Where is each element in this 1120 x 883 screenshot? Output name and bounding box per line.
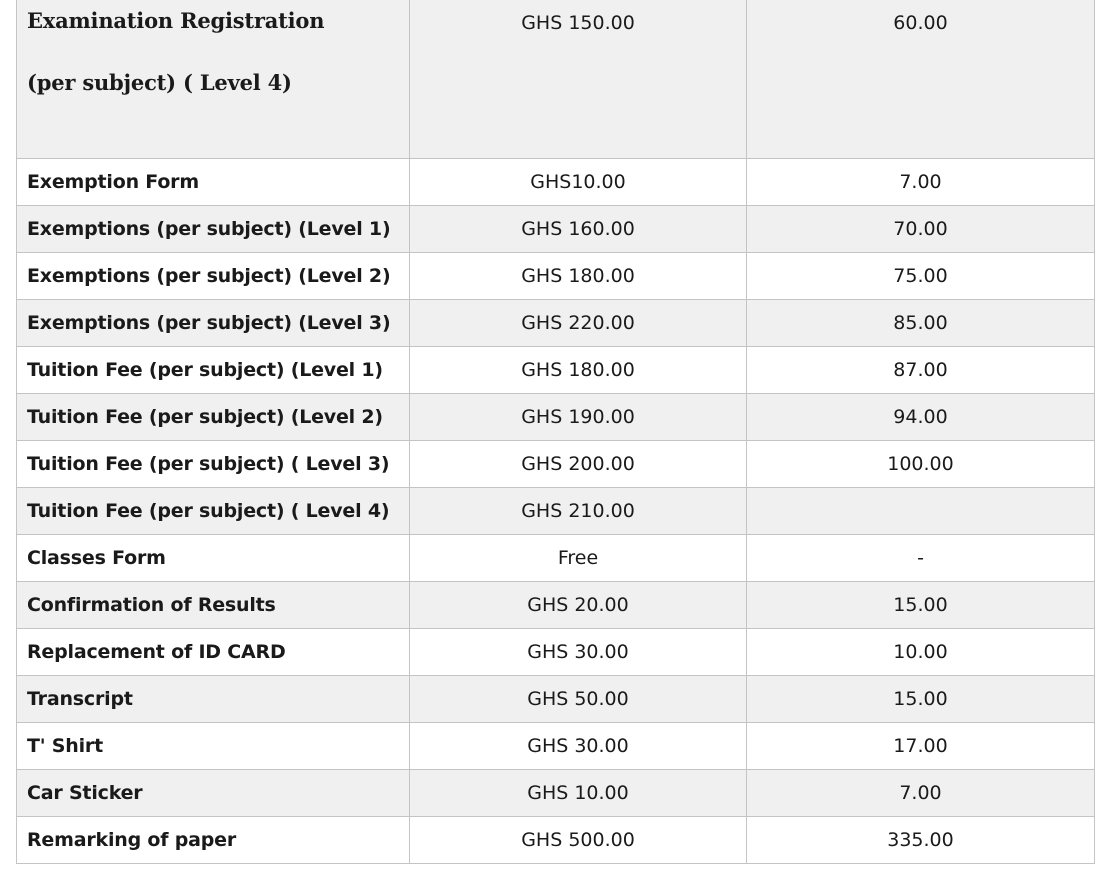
table-row — [17, 346, 1095, 393]
table-row — [17, 393, 1095, 440]
fee-cell: GHS 150.00 — [410, 0, 747, 158]
item-cell: Tuition Fee (per subject) ( Level 4) — [17, 487, 410, 534]
fee-cell: GHS 160.00 — [410, 205, 747, 252]
fee-cell: GHS 180.00 — [410, 346, 747, 393]
item-cell: Tuition Fee (per subject) (Level 2) — [17, 393, 410, 440]
fee-cell: GHS 30.00 — [410, 722, 747, 769]
item-cell: Exemptions (per subject) (Level 1) — [17, 205, 410, 252]
amount-cell: 87.00 — [747, 346, 1095, 393]
table-row — [17, 722, 1095, 769]
item-cell: Confirmation of Results — [17, 581, 410, 628]
amount-cell: 70.00 — [747, 205, 1095, 252]
item-label-line2: (per subject) ( Level 4) — [27, 70, 292, 95]
table-row — [17, 816, 1095, 863]
item-cell: Exemptions (per subject) (Level 2) — [17, 252, 410, 299]
amount-cell: - — [747, 534, 1095, 581]
table-row — [17, 158, 1095, 205]
fee-cell: GHS 30.00 — [410, 628, 747, 675]
item-cell: Exemption Form — [17, 158, 410, 205]
amount-cell: 7.00 — [747, 769, 1095, 816]
amount-cell: 10.00 — [747, 628, 1095, 675]
fee-cell: Free — [410, 534, 747, 581]
amount-cell: 15.00 — [747, 581, 1095, 628]
table-row — [17, 769, 1095, 816]
table-row — [17, 675, 1095, 722]
amount-cell: 94.00 — [747, 393, 1095, 440]
item-cell: Replacement of ID CARD — [17, 628, 410, 675]
item-cell: Transcript — [17, 675, 410, 722]
fee-cell: GHS 200.00 — [410, 440, 747, 487]
fee-cell: GHS 190.00 — [410, 393, 747, 440]
fee-cell: GHS 210.00 — [410, 487, 747, 534]
item-label-line1: Examination Registration — [27, 8, 325, 33]
table-row — [17, 487, 1095, 534]
item-cell: Tuition Fee (per subject) ( Level 3) — [17, 440, 410, 487]
fee-cell: GHS 10.00 — [410, 769, 747, 816]
amount-cell: 7.00 — [747, 158, 1095, 205]
table-row — [17, 440, 1095, 487]
table-row — [17, 299, 1095, 346]
table-row — [17, 0, 1095, 158]
amount-cell: 100.00 — [747, 440, 1095, 487]
item-cell — [17, 0, 410, 158]
item-cell: Remarking of paper — [17, 816, 410, 863]
fee-cell: GHS 20.00 — [410, 581, 747, 628]
fee-cell: GHS10.00 — [410, 158, 747, 205]
fee-cell: GHS 500.00 — [410, 816, 747, 863]
item-cell: Car Sticker — [17, 769, 410, 816]
fee-cell: GHS 220.00 — [410, 299, 747, 346]
amount-cell: 85.00 — [747, 299, 1095, 346]
amount-cell: 15.00 — [747, 675, 1095, 722]
table-row — [17, 252, 1095, 299]
item-cell: T' Shirt — [17, 722, 410, 769]
amount-cell: 75.00 — [747, 252, 1095, 299]
item-cell: Tuition Fee (per subject) (Level 1) — [17, 346, 410, 393]
fee-table — [16, 0, 1095, 864]
amount-cell: 17.00 — [747, 722, 1095, 769]
fee-cell: GHS 50.00 — [410, 675, 747, 722]
table-row — [17, 534, 1095, 581]
table-row — [17, 581, 1095, 628]
amount-cell: 335.00 — [747, 816, 1095, 863]
table-row — [17, 205, 1095, 252]
amount-cell — [747, 487, 1095, 534]
table-row — [17, 628, 1095, 675]
amount-cell: 60.00 — [747, 0, 1095, 158]
item-cell: Exemptions (per subject) (Level 3) — [17, 299, 410, 346]
fee-table-container — [16, 0, 1094, 864]
fee-cell: GHS 180.00 — [410, 252, 747, 299]
item-cell: Classes Form — [17, 534, 410, 581]
